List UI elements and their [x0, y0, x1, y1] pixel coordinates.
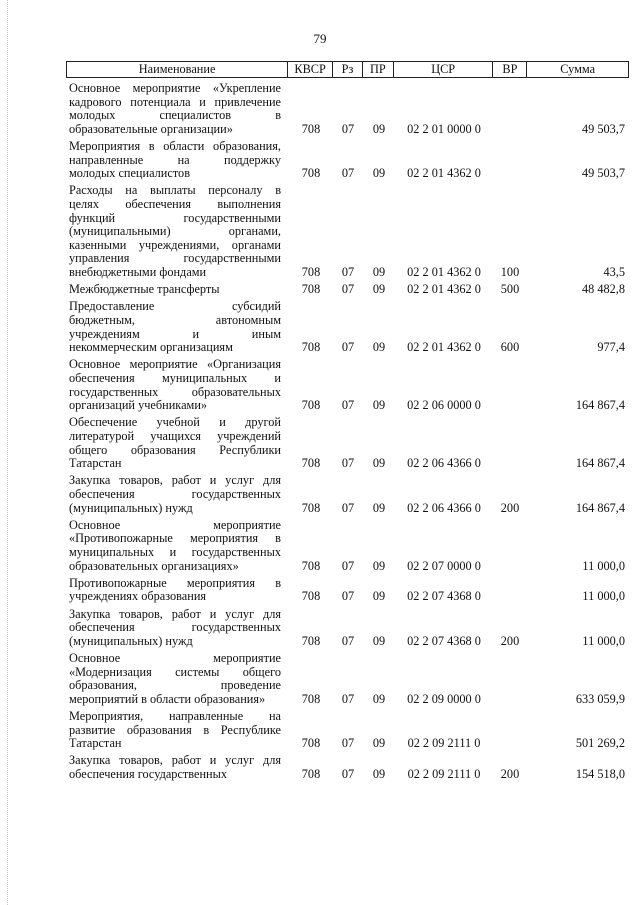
row-name-line: обеспечения государственных	[69, 766, 228, 781]
row-name-line: Татарстан	[69, 736, 122, 751]
row-sum: 164 867,4	[575, 500, 625, 515]
row-name-line: молодых специалистов в	[69, 108, 281, 123]
row-kvsr: 708	[301, 691, 321, 706]
row-sum: 11 000,0	[582, 589, 625, 604]
row-csr: 02 2 01 4362 0	[407, 166, 481, 181]
row-sum: 501 269,2	[575, 736, 625, 751]
row-csr: 02 2 01 0000 0	[407, 121, 481, 136]
row-name-line: молодых специалистов	[69, 166, 191, 181]
row-name-line: Расходы на выплаты персоналу в	[69, 183, 281, 198]
row-name-line: обеспечения муниципальных и	[69, 370, 281, 385]
row-name-line: развитие образования в Республике	[69, 722, 281, 737]
row-name	[69, 82, 281, 136]
row-name-line: Предоставление субсидий	[69, 299, 281, 314]
row-kvsr: 708	[301, 121, 321, 136]
row-name-line: внебюджетными фондами	[69, 264, 207, 279]
row-name-line: литературой учащихся учреждений	[69, 428, 281, 443]
row-sum: 11 000,0	[582, 633, 625, 648]
table-row	[0, 140, 640, 181]
table-row	[0, 300, 640, 354]
row-rz: 07	[341, 766, 355, 781]
row-name-line: Закупка товаров, работ и услуг для	[69, 606, 281, 621]
row-name	[69, 652, 281, 706]
table-row	[0, 710, 640, 751]
table-row	[0, 184, 640, 279]
row-name-line: организаций учебниками»	[69, 398, 208, 413]
row-name-line: Татарстан	[69, 456, 122, 471]
row-sum: 11 000,0	[582, 558, 625, 573]
row-name-line: «Модернизация системы общего	[69, 664, 281, 679]
row-name-line: функций государственными	[69, 210, 281, 225]
row-pr: 09	[372, 691, 386, 706]
row-sum: 48 482,8	[581, 282, 625, 297]
row-kvsr: 708	[301, 736, 321, 751]
row-sum: 154 518,0	[575, 766, 625, 781]
row-name-line: «Противопожарные мероприятия в	[69, 531, 281, 546]
row-name	[69, 300, 281, 354]
row-rz: 07	[341, 456, 355, 471]
row-csr: 02 2 06 4366 0	[407, 500, 481, 515]
row-rz: 07	[341, 500, 355, 515]
row-vr: 500	[500, 282, 520, 297]
row-pr: 09	[372, 766, 386, 781]
row-name	[69, 474, 281, 515]
row-sum: 164 867,4	[575, 398, 625, 413]
row-name-line: (муниципальных) нужд	[69, 500, 193, 515]
table-row	[0, 82, 640, 136]
row-pr: 09	[372, 282, 386, 297]
row-kvsr: 708	[301, 589, 321, 604]
row-rz: 07	[341, 589, 355, 604]
row-name-line: обеспечения государственных	[69, 620, 281, 635]
row-kvsr: 708	[301, 166, 321, 181]
row-name-line: (муниципальными) органами,	[69, 224, 281, 239]
row-csr: 02 2 07 0000 0	[407, 558, 481, 573]
row-name-line: (муниципальных) нужд	[69, 633, 193, 648]
row-pr: 09	[372, 456, 386, 471]
row-csr: 02 2 09 2111 0	[407, 736, 481, 751]
row-name-line: Основное мероприятие	[69, 517, 281, 532]
row-csr: 02 2 06 4366 0	[407, 456, 481, 471]
row-name-line: кадрового потенциала и привлечение	[69, 94, 281, 109]
row-sum: 49 503,7	[581, 166, 625, 181]
row-name	[69, 754, 281, 781]
row-name-line: мероприятий в области образования»	[69, 691, 266, 706]
row-name	[69, 358, 281, 412]
row-kvsr: 708	[301, 340, 321, 355]
row-csr: 02 2 09 0000 0	[407, 691, 481, 706]
row-name-line: образовательные организации»	[69, 121, 233, 136]
row-name-line: целях обеспечения выполнения	[69, 196, 281, 211]
row-sum: 633 059,9	[575, 691, 625, 706]
row-csr: 02 2 06 0000 0	[407, 398, 481, 413]
row-name	[69, 283, 281, 297]
row-kvsr: 708	[301, 282, 321, 297]
row-rz: 07	[341, 736, 355, 751]
row-pr: 09	[372, 589, 386, 604]
table-row	[0, 519, 640, 573]
table-row	[0, 608, 640, 649]
table-row	[0, 652, 640, 706]
row-rz: 07	[341, 282, 355, 297]
row-name	[69, 184, 281, 279]
row-sum: 977,4	[597, 340, 625, 355]
row-name-line: бюджетным, автономным	[69, 312, 281, 327]
row-name-line: Закупка товаров, работ и услуг для	[69, 473, 281, 488]
table-header	[66, 61, 629, 78]
row-kvsr: 708	[301, 456, 321, 471]
row-name-line: Мероприятия в области образования,	[69, 139, 281, 153]
row-vr: 200	[500, 500, 520, 515]
row-rz: 07	[341, 264, 355, 279]
row-csr: 02 2 07 4368 0	[407, 633, 481, 648]
row-vr: 200	[500, 766, 520, 781]
row-vr: 200	[500, 633, 520, 648]
row-vr: 600	[500, 340, 520, 355]
row-rz: 07	[341, 340, 355, 355]
row-pr: 09	[372, 500, 386, 515]
row-rz: 07	[341, 398, 355, 413]
row-name-line: Основное мероприятие «Организация	[69, 357, 281, 372]
row-rz: 07	[341, 558, 355, 573]
row-name-line: обеспечения государственных	[69, 486, 281, 501]
row-rz: 07	[341, 633, 355, 648]
header-vr: ВР	[493, 62, 527, 77]
table-row	[0, 754, 640, 781]
table-row	[0, 416, 640, 470]
row-name-line: Основное мероприятие «Укрепление	[69, 81, 281, 95]
row-name-line: направленные на поддержку	[69, 152, 281, 167]
row-pr: 09	[372, 398, 386, 413]
table-row	[0, 474, 640, 515]
row-pr: 09	[372, 166, 386, 181]
row-sum: 43,5	[603, 264, 625, 279]
table-row	[0, 358, 640, 412]
row-sum: 164 867,4	[575, 456, 625, 471]
row-name-line: общего образования Республики	[69, 442, 281, 457]
row-name-line: управления государственными	[69, 251, 281, 266]
row-name	[69, 577, 281, 604]
row-csr: 02 2 01 4362 0	[407, 340, 481, 355]
row-name-line: образовательных организациях»	[69, 558, 239, 573]
header-pr: ПР	[363, 62, 394, 77]
row-kvsr: 708	[301, 500, 321, 515]
row-name-line: учреждениях образования	[69, 589, 207, 604]
header-rz: Рз	[333, 62, 363, 77]
header-sum: Сумма	[560, 62, 596, 76]
row-pr: 09	[372, 633, 386, 648]
row-kvsr: 708	[301, 264, 321, 279]
row-kvsr: 708	[301, 766, 321, 781]
row-name-line: государственных образовательных	[69, 384, 281, 399]
row-name-line: муниципальных и государственных	[69, 544, 281, 559]
header-name: Наименование	[67, 62, 288, 77]
row-pr: 09	[372, 558, 386, 573]
row-rz: 07	[341, 166, 355, 181]
header-kvsr: КВСР	[288, 62, 333, 77]
row-csr: 02 2 01 4362 0	[407, 264, 481, 279]
header-csr: ЦСР	[394, 62, 494, 77]
page-number: 79	[313, 31, 327, 46]
row-name	[69, 710, 281, 751]
row-name-line: образования, проведение	[69, 678, 281, 693]
row-csr: 02 2 09 2111 0	[407, 766, 481, 781]
row-name-line: казенными учреждениями, органами	[69, 237, 281, 252]
row-kvsr: 708	[301, 633, 321, 648]
row-name-line: учреждениям и иным	[69, 326, 281, 341]
row-kvsr: 708	[301, 558, 321, 573]
row-name-line: некоммерческим организациям	[69, 340, 233, 355]
row-name	[69, 519, 281, 573]
table-row	[0, 577, 640, 604]
row-name-line: Межбюджетные трансферты	[69, 282, 220, 297]
row-name-line: Противопожарные мероприятия в	[69, 575, 281, 590]
row-name-line: Закупка товаров, работ и услуг для	[69, 753, 281, 768]
row-rz: 07	[341, 691, 355, 706]
row-name-line: Мероприятия, направленные на	[69, 709, 281, 723]
row-vr: 100	[500, 264, 520, 279]
row-kvsr: 708	[301, 398, 321, 413]
row-pr: 09	[372, 340, 386, 355]
row-name	[69, 140, 281, 181]
row-rz: 07	[341, 121, 355, 136]
row-pr: 09	[372, 736, 386, 751]
row-name	[69, 416, 281, 470]
row-name	[69, 608, 281, 649]
row-pr: 09	[372, 121, 386, 136]
row-csr: 02 2 07 4368 0	[407, 589, 481, 604]
row-csr: 02 2 01 4362 0	[407, 282, 481, 297]
row-name-line: Основное мероприятие	[69, 651, 281, 665]
row-pr: 09	[372, 264, 386, 279]
table-row	[0, 283, 640, 297]
row-name-line: Обеспечение учебной и другой	[69, 415, 281, 430]
row-sum: 49 503,7	[581, 121, 625, 136]
